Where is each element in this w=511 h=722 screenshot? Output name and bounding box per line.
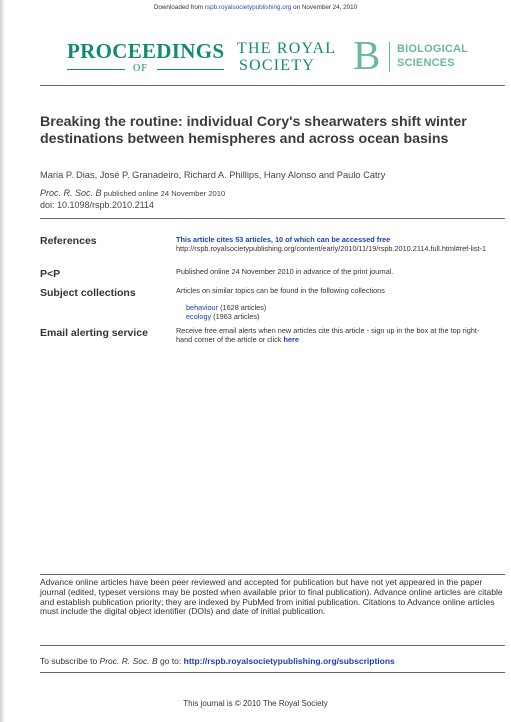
citation-published: published online 24 November 2010 [101, 189, 226, 198]
collection-behaviour-count: (1628 articles) [218, 303, 267, 312]
p-lt-p-label: P<P [40, 268, 61, 280]
article-authors: Maria P. Dias, José P. Granadeiro, Richard A. Phillips, Hany Alonso and Paulo Catry [40, 170, 386, 180]
article-title: Breaking the routine: individual Cory's shearwaters shift winter destinations between hemispheres and across ocean basins [40, 114, 467, 147]
download-prefix: Downloaded from [153, 4, 205, 11]
email-alerting-body [176, 326, 486, 344]
subject-collections-spacer [176, 295, 506, 303]
download-notice [0, 4, 511, 11]
references-cites-link[interactable]: This article cites 53 articles, 10 of which can be accessed free [176, 235, 391, 244]
collection-behaviour [186, 303, 506, 312]
masthead-of-row [67, 63, 224, 75]
masthead-divider [389, 42, 390, 72]
masthead-royal-society [237, 40, 336, 74]
collection-behaviour-link[interactable]: behaviour [186, 303, 219, 312]
masthead-proceedings: PROCEEDINGS [67, 39, 225, 63]
subscribe-link[interactable]: http://rspb.royalsocietypublishing.org/subscriptions [183, 656, 395, 666]
advance-online-notice: Advance online articles have been peer reviewed and accepted for publication but have not yet appeared in the paper journal (edited, typeset versions may be posted when available prior to final publication). Advance online articles are citable and establish publication priority; they are indexed by PubMed from initial publication. Citations to Advance online articles must include the digital object identifier (DOIs) and date of initial publication. [40, 577, 503, 617]
download-suffix: on November 24, 2010 [291, 4, 358, 11]
masthead-rule-right [157, 69, 224, 70]
masthead-of: OF [133, 63, 148, 74]
subject-collections-label: Subject collections [40, 287, 136, 299]
masthead-bio-line1: BIOLOGICAL [397, 43, 469, 55]
subject-collections-body [176, 286, 506, 321]
references-label: References [40, 235, 97, 247]
page-edge-shadow [0, 0, 5, 722]
article-citation [40, 188, 225, 211]
collection-ecology-count: (1963 articles) [211, 312, 260, 321]
download-site-link[interactable]: rspb.royalsocietypublishing.org [204, 4, 292, 11]
masthead-rule-left [67, 69, 125, 70]
references-url[interactable]: http://rspb.royalsocietypublishing.org/content/early/2010/11/19/rspb.2010.2114.full.html#ref-list-1 [176, 244, 487, 253]
rule-bottom [40, 672, 505, 673]
collection-ecology [186, 312, 506, 321]
journal-masthead [67, 32, 487, 78]
citation-doi: doi: 10.1098/rspb.2010.2114 [40, 199, 154, 210]
subscribe-prefix: To subscribe to [40, 656, 100, 666]
collection-ecology-link[interactable]: ecology [186, 312, 212, 321]
subscribe-line [40, 656, 395, 666]
email-alerting-label: Email alerting service [40, 327, 148, 339]
subject-collections-intro: Articles on similar topics can be found in the following collections [176, 286, 385, 295]
rule-footnote [40, 574, 505, 575]
masthead-biological-sciences [397, 42, 468, 70]
masthead-letter-b: B [353, 32, 381, 78]
citation-journal: Proc. R. Soc. B [40, 188, 102, 198]
p-lt-p-text: Published online 24 November 2010 in advance of the print journal. [176, 267, 394, 276]
email-alerting-text: Receive free email alerts when new articles cite this article - sign up in the box at the top right-hand corner of the article or click [176, 326, 480, 344]
references-body [176, 235, 506, 253]
rule-top [40, 85, 505, 86]
masthead-bio-line2: SCIENCES [397, 57, 455, 69]
copyright-notice: This journal is © 2010 The Royal Society [183, 699, 328, 708]
masthead-royal-line2: SOCIETY [239, 57, 315, 74]
email-alerting-here-link[interactable]: here [283, 335, 299, 344]
subscribe-middle: go to: [157, 656, 184, 666]
rule-middle [40, 218, 505, 219]
subscribe-journal: Proc. R. Soc. B [99, 656, 158, 666]
masthead-royal-line1: THE ROYAL [237, 40, 337, 57]
rule-subscribe [40, 645, 505, 646]
